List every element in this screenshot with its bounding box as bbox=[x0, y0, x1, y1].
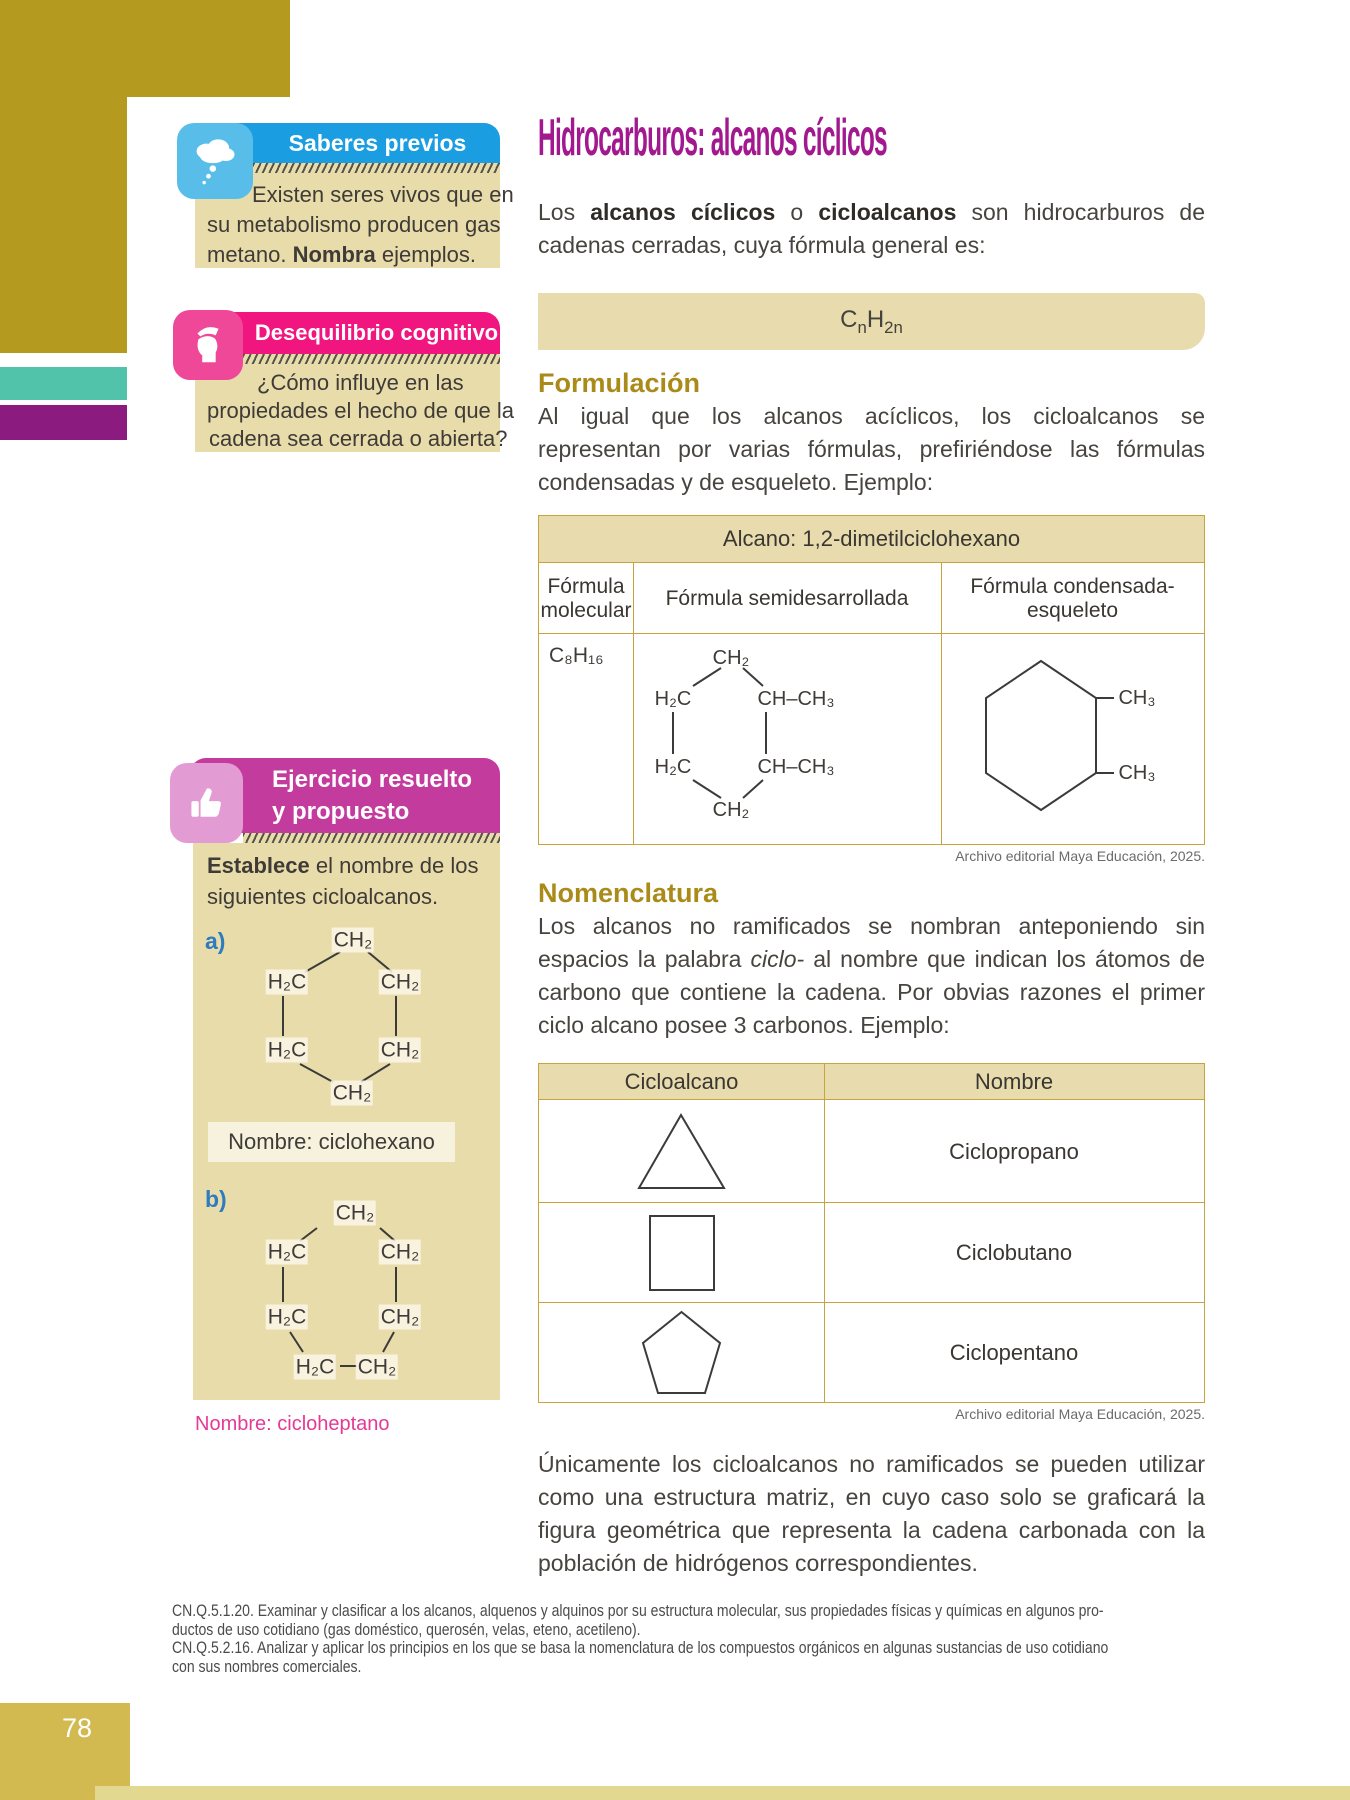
nombre-cicloheptano-text: Nombre: cicloheptano bbox=[195, 1413, 390, 1435]
teal-accent-bar bbox=[0, 367, 127, 400]
desequilibrio-hatch-strip bbox=[243, 354, 500, 364]
saberes-previos-title: Saberes previos bbox=[288, 129, 467, 156]
cyclohexane-structure bbox=[230, 925, 430, 1110]
cyclohexane-label-ll: H₂C bbox=[267, 1038, 307, 1062]
desequilibrio-line-2: propiedades el hecho de que la bbox=[207, 398, 515, 423]
cycloheptane-label-ul: H₂C bbox=[267, 1240, 307, 1264]
saberes-line-1: Existen seres vivos que en bbox=[252, 182, 514, 207]
cycloheptane-label-br: CH₂ bbox=[357, 1355, 397, 1379]
col-formula-condensada: Fórmula condensada-esqueleto bbox=[970, 574, 1175, 622]
nomenclatura-paragraph: Los alcanos no ramificados se nombran anteponiendo sin espacios la palabra ciclo- al nombre que indican los átomos de carbono que contiene la cadena. Por obvias razones el primer ciclo alcano posee 3 carbonos. Ejemplo: bbox=[538, 913, 1205, 1038]
intro-paragraph: Los alcanos cíclicos o cicloalcanos son hidrocarburos de cadenas cerradas, cuya fórmula general es: bbox=[538, 199, 1205, 258]
skeleton-structure bbox=[941, 634, 1204, 844]
cicloalcanos-header-row bbox=[539, 1064, 1204, 1100]
ejercicio-intro-line2: siguientes cicloalcanos. bbox=[207, 884, 439, 909]
saberes-line-2: su metabolismo producen gas bbox=[207, 212, 501, 237]
col-nombre: Nombre bbox=[974, 1069, 1054, 1094]
ejercicio-intro-line1: Establece el nombre de los bbox=[207, 853, 479, 878]
saberes-line-3: metano. Nombra ejemplos. bbox=[207, 242, 477, 267]
formulacion-paragraph: Al igual que los alcanos acíclicos, los cicloalcanos se representan por varias fórmulas, prefiriéndose las fórmulas condensadas y de esqueleto. Ejemplo: bbox=[538, 403, 1205, 495]
semidev-label-ll: H₂C bbox=[654, 756, 692, 778]
cycloheptane-label-ur: CH₂ bbox=[380, 1240, 420, 1264]
table-row bbox=[539, 1100, 1204, 1203]
cycloheptane-label-bl: H₂C bbox=[295, 1355, 335, 1379]
footer-line: con sus nombres comerciales. bbox=[172, 1657, 362, 1676]
semidev-label-ur: CH–CH₃ bbox=[757, 688, 835, 710]
semidev-label-lr: CH–CH₃ bbox=[757, 756, 835, 778]
cycloheptane-label-ml: H₂C bbox=[267, 1305, 307, 1329]
ejercicio-title-line1: Ejercicio resuelto bbox=[272, 766, 473, 793]
cycloheptane-label-top: CH₂ bbox=[335, 1201, 375, 1225]
ejercicio-hatch-strip bbox=[243, 833, 500, 843]
footer-line: CN.Q.5.1.20. Examinar y clasificar a los alcanos, alquenos y alquinos por su estructura molecular, sus propiedades físicas y químicas en algunos pro- bbox=[172, 1602, 1104, 1620]
thought-cloud-glyph bbox=[189, 135, 241, 187]
cicloalcano-name: Ciclopropano bbox=[949, 1138, 1079, 1164]
table2-credit: Archivo editorial Maya Educación, 2025. bbox=[955, 1406, 1205, 1422]
closing-paragraph: Únicamente los cicloalcanos no ramificados se pueden utilizar como una estructura matriz, en cuyo caso solo se graficará la figura geométrica que representa la cadena carbonada con la población de hidrógenos correspondientes. bbox=[538, 1451, 1205, 1576]
semidev-label-ul: H₂C bbox=[654, 688, 692, 710]
gold-left-column-block bbox=[0, 0, 127, 353]
molecular-formula: C₈H₁₆ bbox=[549, 644, 604, 667]
nombre-ciclohexano-box bbox=[208, 1122, 455, 1162]
bottom-accent-strip bbox=[95, 1786, 1350, 1800]
skeleton-methyl-1: CH₃ bbox=[1118, 687, 1156, 709]
cicloalcano-name: Ciclopentano bbox=[949, 1339, 1079, 1365]
semidev-structure bbox=[633, 634, 941, 844]
skeleton-bonds bbox=[941, 634, 1204, 844]
open-head-icon bbox=[173, 310, 243, 380]
formulacion-heading: Formulación bbox=[538, 368, 701, 398]
cyclohexane-label-top: CH₂ bbox=[333, 928, 373, 952]
semidev-bonds bbox=[633, 634, 941, 844]
page-number: 78 bbox=[62, 1713, 93, 1743]
table-row bbox=[539, 1203, 1204, 1303]
pentagon-shape-icon bbox=[539, 1303, 824, 1402]
nombre-ciclohexano-text: Nombre: ciclohexano bbox=[228, 1129, 435, 1154]
nomenclatura-heading: Nomenclatura bbox=[538, 878, 719, 908]
cyclohexane-label-bottom: CH₂ bbox=[332, 1081, 372, 1105]
footer-line: ductos de uso cotidiano (gas doméstico, querosén, velas, eteno, acetileno). bbox=[172, 1620, 641, 1639]
footer-line: CN.Q.5.2.16. Analizar y aplicar los principios en los que se basa la nomenclatura de los compuestos orgánicos en algunas sustancias de uso cotidiano bbox=[172, 1639, 1109, 1658]
triangle-shape-icon bbox=[539, 1100, 824, 1203]
semidev-label-bottom: CH₂ bbox=[712, 799, 750, 821]
table1-credit: Archivo editorial Maya Educación, 2025. bbox=[955, 848, 1205, 864]
square-shape-icon bbox=[539, 1203, 824, 1303]
cicloalcanos-table bbox=[538, 1063, 1205, 1403]
alcano-table-title: Alcano: 1,2-dimetilciclohexano bbox=[539, 516, 1204, 563]
ejercicio-title-line2: y propuesto bbox=[272, 798, 410, 825]
cyclohexane-label-ul: H₂C bbox=[267, 970, 307, 994]
thumbs-up-glyph bbox=[185, 781, 229, 825]
curriculum-standards-footer bbox=[172, 1602, 1108, 1676]
cicloalcano-name: Ciclobutano bbox=[955, 1240, 1073, 1265]
page-title: Hidrocarburos: alcanos cíclicos bbox=[538, 109, 887, 167]
open-head-glyph bbox=[185, 322, 231, 368]
cyclohexane-label-lr: CH₂ bbox=[380, 1038, 420, 1062]
purple-accent-bar bbox=[0, 405, 127, 440]
table-row bbox=[539, 1303, 1204, 1402]
thumbs-up-icon bbox=[170, 763, 243, 843]
col-cicloalcano: Cicloalcano bbox=[624, 1069, 739, 1094]
desequilibrio-body bbox=[195, 364, 515, 452]
thought-cloud-icon bbox=[177, 123, 253, 199]
desequilibrio-title: Desequilibrio cognitivo bbox=[254, 320, 499, 345]
general-formula: $C_nH_{2n}$ bbox=[840, 305, 903, 337]
semidev-label-top: CH₂ bbox=[712, 647, 750, 669]
item-a-label: a) bbox=[205, 928, 226, 954]
saberes-previos-header bbox=[215, 123, 500, 163]
cycloheptane-structure bbox=[230, 1195, 435, 1395]
cyclohexane-label-ur: CH₂ bbox=[380, 970, 420, 994]
general-formula-box bbox=[538, 293, 1205, 350]
col-formula-molecular: Fórmula molecular bbox=[540, 574, 632, 622]
desequilibrio-line-3: cadena sea cerrada o abierta? bbox=[209, 426, 508, 451]
col-formula-semidesarrollada: Fórmula semidesarrollada bbox=[665, 586, 909, 610]
desequilibrio-line-1: ¿Cómo influye en las bbox=[257, 370, 464, 395]
saberes-hatch-strip bbox=[253, 163, 500, 173]
cycloheptane-label-mr: CH₂ bbox=[380, 1305, 420, 1329]
item-b-label: b) bbox=[205, 1186, 227, 1212]
alcano-table-header-row bbox=[539, 563, 1204, 634]
skeleton-methyl-2: CH₃ bbox=[1118, 762, 1156, 784]
alcano-table bbox=[538, 515, 1205, 845]
